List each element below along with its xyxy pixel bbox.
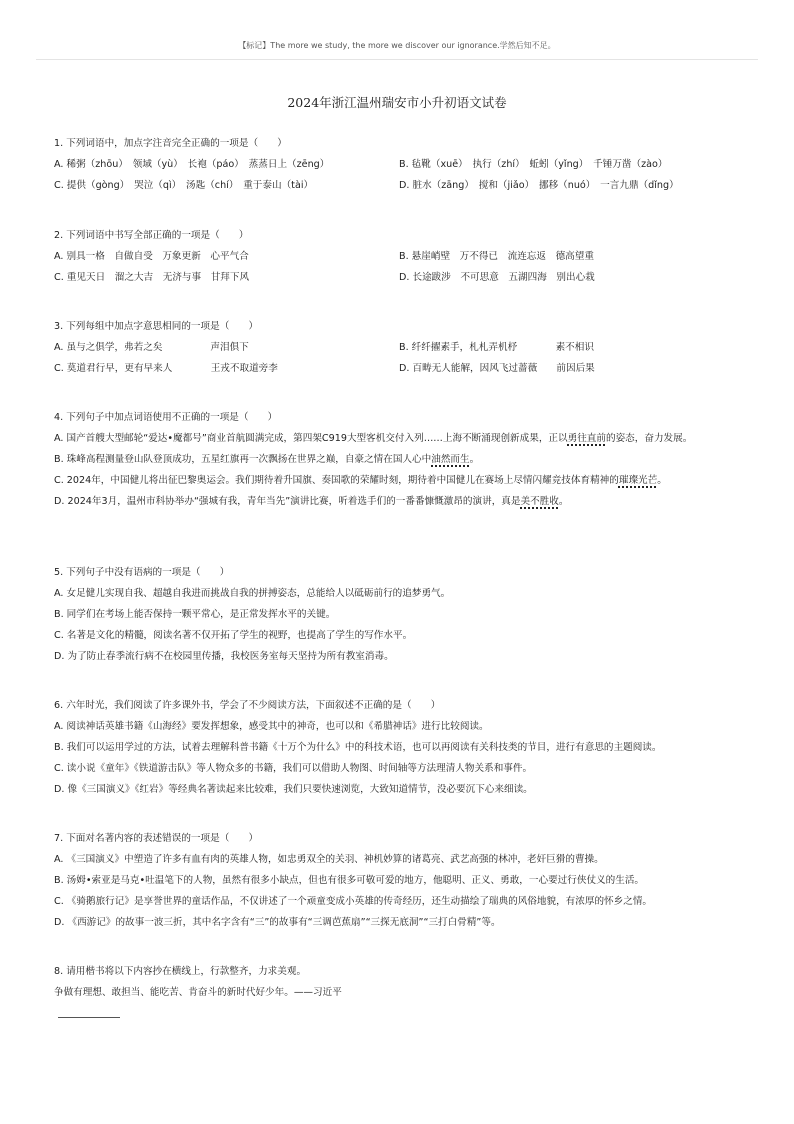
option-text: B. 珠峰高程测量登山队登顶成功，五星红旗再一次飘扬在世界之巅，自豪之情在国人心中 [54,454,432,465]
copy-passage: 争做有理想、敢担当、能吃苦、肯奋斗的新时代好少年。——习近平 [54,987,342,998]
option-c: C. 重见天日 溜之大吉 无济与事 甘拜下风 [54,272,250,283]
dotted-phrase: 美不胜收 [520,496,559,507]
option-d: D. 为了防止春季流行病不在校园里传播，我校医务室每天坚持为所有教室消毒。 [54,651,394,662]
option-b: B. 我们可以运用学过的方法，试着去理解科普书籍《十万个为什么》中的科技术语，也可以再阅读有关科技类的节目，进行有意思的主题阅读。 [54,742,662,753]
option-text: C. 2024年，中国健儿将出征巴黎奥运会。我们期待着升国旗、奏国歌的荣耀时刻，期待着中国健儿在赛场上尽情闪耀竞技体育精神的 [54,475,619,486]
option-b: B. 毡靴（xuē） 执行（zhí） 蚯蚓（yǐng） 千锤万凿（zào） [399,159,668,170]
option-b: B. 纤纤擢素手，札札弄机杼 素不相识 [399,342,594,353]
dotted-phrase: 勇往直前 [567,433,606,444]
page-title: 2024年浙江温州瑞安市小升初语文试卷 [287,95,507,110]
option-d [54,491,744,512]
option-c: C. 莫道君行早，更有早来人 王戎不取道旁李 [54,363,278,374]
dotted-phrase: 璀璨光芒 [618,475,658,486]
option-b: B. 悬崖峭壁 万不得已 流连忘返 德高望重 [399,251,594,262]
option-d: D. 脏水（zāng） 搅和（jiǎo） 挪移（nuó） 一言九鼎（dǐng） [399,180,679,191]
question-stem: 5. 下列句子中没有语病的一项是（ ） [54,567,230,578]
option-tail: 的姿态，奋力发展。 [605,433,693,444]
question-stem: 7. 下面对名著内容的表述错误的一项是（ ） [54,833,259,844]
option-tail: 。 [558,496,569,507]
answer-line[interactable] [58,1017,120,1018]
question-stem: 8. 请用楷书将以下内容抄在横线上，行款整齐，力求美观。 [54,966,307,977]
question-8 [54,961,744,1003]
option-c: C. 读小说《童年》《铁道游击队》等人物众多的书籍，我们可以借助人物图、时间轴等方法理清人物关系和事件。 [54,763,533,774]
option-d: D. 像《三国演义》《红岩》等经典名著读起来比较难，我们只要快速浏览，大致知道情节，没必要沉下心来细读。 [54,784,533,795]
option-d: D. 《西游记》的故事一波三折，其中名字含有“三”的故事有“三调芭蕉扇”“三探无底洞”“三打白骨精”等。 [54,917,501,928]
option-c: C. 《骑鹅旅行记》是享誉世界的童话作品，不仅讲述了一个顽童变成小英雄的传奇经历，还生动描绘了瑞典的风俗地貌，有浓厚的怀乡之情。 [54,896,653,907]
option-d: D. 百畴无人能解，因风飞过蔷薇 前因后果 [399,363,595,374]
option-tail: 。 [657,475,667,486]
option-b: B. 同学们在考场上能否保持一颗平常心，是正常发挥水平的关键。 [54,609,336,620]
question-6 [54,695,744,800]
option-c [54,470,744,491]
question-1 [54,133,744,196]
option-c: C. 名著是文化的精髓，阅读名著不仅开拓了学生的视野，也提高了学生的写作水平。 [54,630,413,641]
option-b [54,449,744,470]
question-stem: 4. 下列句子中加点词语使用不正确的一项是（ ） [54,412,278,423]
header-divider [36,59,758,60]
option-text: D. 2024年3月，温州市科协举办“强城有我，青年当先”演讲比赛，听着选手们的一番番慷慨激昂的演讲，真是 [54,496,521,507]
question-3 [54,316,744,379]
question-4 [54,407,744,512]
option-c: C. 提供（gòng） 哭泣（qì） 汤匙（chí） 重于泰山（tài） [54,180,314,191]
question-5 [54,562,744,667]
question-2 [54,225,744,288]
question-7 [54,828,744,933]
question-stem: 1. 下列词语中，加点字注音完全正确的一项是（ ） [54,138,287,149]
option-d: D. 长途跋涉 不可思意 五湖四海 别出心栽 [399,272,595,283]
question-stem: 2. 下列词语中书写全部正确的一项是（ ） [54,230,249,241]
question-stem: 3. 下列每组中加点字意思相同的一项是（ ） [54,321,259,332]
option-a: A. 虽与之俱学，弗若之矣 声泪俱下 [54,342,249,353]
option-a: A. 阅读神话英雄书籍《山海经》要发挥想象，感受其中的神奇，也可以和《希腊神话》进行比较阅读。 [54,721,489,732]
option-b: B. 汤姆•索亚是马克•吐温笔下的人物，虽然有很多小缺点，但也有很多可敬可爱的地方，他聪明、正义、勇敢，一心要过行侠仗义的生活。 [54,875,645,886]
option-text: A. 国产首艘大型邮轮“爱达•魔都号”商业首航圆满完成，第四架C919大型客机交付入列……上海不断涌现创新成果，正以 [54,433,568,444]
option-a: A. 女足健儿实现自我、超越自我进而挑战自我的拼搏姿态，总能给人以砥砺前行的追梦勇气。 [54,588,451,599]
header-note: 【标记】The more we study, the more we discover our ignorance.学然后知不足。 [238,41,556,50]
option-tail: 。 [469,454,480,465]
option-a [54,428,726,449]
option-a: A. 别具一格 自做自受 万象更新 心平气合 [54,251,249,262]
option-a: A. 稀粥（zhōu） 领域（yù） 长袍（páo） 蒸蒸日上（zēng） [54,159,330,170]
question-stem: 6. 六年时光，我们阅读了许多课外书，学会了不少阅读方法，下面叙述不正确的是（ ） [54,700,441,711]
dotted-phrase: 油然而生 [431,454,470,465]
option-a: A. 《三国演义》中塑造了许多有血有肉的英雄人物，如忠勇双全的关羽、神机妙算的诸葛亮、武艺高强的林冲，老奸巨猾的曹操。 [54,854,604,865]
